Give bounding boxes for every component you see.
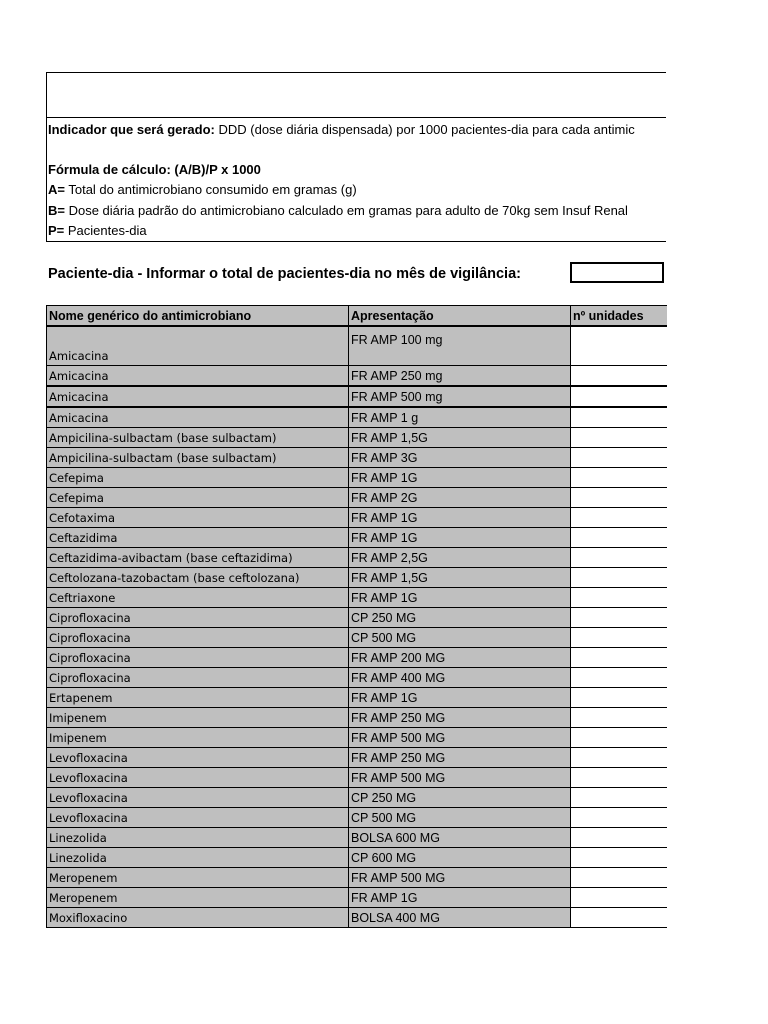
units-input-cell[interactable] — [571, 868, 667, 888]
formula-divider — [46, 241, 666, 242]
table-row — [47, 888, 667, 908]
table-row — [47, 448, 667, 468]
table-row — [47, 528, 667, 548]
formula-p-line — [48, 222, 666, 240]
table-row — [47, 488, 667, 508]
presentation-cell[interactable]: CP 500 MG — [349, 628, 571, 648]
presentation-cell[interactable]: FR AMP 250 MG — [349, 708, 571, 728]
antimicrobial-name-cell[interactable]: Amicacina — [47, 326, 349, 366]
table-row — [47, 428, 667, 448]
formula-a-label: A= — [48, 182, 65, 197]
antimicrobial-name-cell[interactable]: Ciprofloxacina — [47, 668, 349, 688]
antimicrobial-name-cell[interactable]: Ampicilina-sulbactam (base sulbactam) — [47, 428, 349, 448]
presentation-cell[interactable]: FR AMP 1G — [349, 588, 571, 608]
antimicrobial-name-cell[interactable]: Linezolida — [47, 828, 349, 848]
antimicrobial-name-cell[interactable]: Ceftazidima-avibactam (base ceftazidima) — [47, 548, 349, 568]
antimicrobial-table — [46, 305, 667, 928]
presentation-cell[interactable]: FR AMP 100 mg — [349, 326, 571, 366]
antimicrobial-name-cell[interactable]: Ceftriaxone — [47, 588, 349, 608]
units-input-cell[interactable] — [571, 508, 667, 528]
units-input-cell[interactable] — [571, 568, 667, 588]
antimicrobial-name-cell[interactable]: Imipenem — [47, 728, 349, 748]
patient-day-label: Paciente-dia - Informar o total de pacientes-dia no mês de vigilância: — [48, 266, 521, 282]
indicator-text: DDD (dose diária dispensada) por 1000 pacientes-dia para cada antimic — [214, 122, 635, 137]
presentation-cell[interactable]: FR AMP 1,5G — [349, 428, 571, 448]
antimicrobial-name-cell[interactable]: Meropenem — [47, 888, 349, 908]
antimicrobial-name-cell[interactable]: Amicacina — [47, 366, 349, 387]
antimicrobial-name-cell[interactable]: Cefepima — [47, 488, 349, 508]
units-input-cell[interactable] — [571, 888, 667, 908]
antimicrobial-name-cell[interactable]: Imipenem — [47, 708, 349, 728]
title-divider — [46, 117, 666, 118]
indicator-line — [48, 121, 666, 139]
table-body — [47, 326, 667, 928]
units-input-cell[interactable] — [571, 848, 667, 868]
antimicrobial-name-cell[interactable]: Ampicilina-sulbactam (base sulbactam) — [47, 448, 349, 468]
antimicrobial-name-cell[interactable]: Amicacina — [47, 386, 349, 407]
presentation-cell[interactable]: FR AMP 400 MG — [349, 668, 571, 688]
antimicrobial-name-cell[interactable]: Ceftolozana-tazobactam (base ceftolozana) — [47, 568, 349, 588]
antimicrobial-name-cell[interactable]: Cefotaxima — [47, 508, 349, 528]
table-row — [47, 908, 667, 928]
units-input-cell[interactable] — [571, 788, 667, 808]
formula-a-text: Total do antimicrobiano consumido em gramas (g) — [64, 182, 357, 197]
formula-b-text: Dose diária padrão do antimicrobiano calculado em gramas para adulto de 70kg sem Insuf Renal — [64, 203, 628, 218]
formula-a-line — [48, 181, 666, 199]
presentation-cell[interactable]: FR AMP 1G — [349, 528, 571, 548]
units-input-cell[interactable] — [571, 748, 667, 768]
presentation-cell[interactable]: FR AMP 1,5G — [349, 568, 571, 588]
antimicrobial-name-cell[interactable]: Levofloxacina — [47, 788, 349, 808]
units-input-cell[interactable] — [571, 728, 667, 748]
table-row — [47, 828, 667, 848]
formula-line: Fórmula de cálculo: (A/B)/P x 1000 — [48, 162, 261, 177]
presentation-cell[interactable]: FR AMP 500 MG — [349, 728, 571, 748]
table-row — [47, 326, 667, 366]
antimicrobial-name-cell[interactable]: Ceftazidima — [47, 528, 349, 548]
table-row — [47, 366, 667, 387]
units-input-cell[interactable] — [571, 808, 667, 828]
presentation-cell[interactable]: FR AMP 250 MG — [349, 748, 571, 768]
units-input-cell[interactable] — [571, 668, 667, 688]
column-header-units: nº unidades — [571, 306, 667, 327]
antimicrobial-name-cell[interactable]: Cefepima — [47, 468, 349, 488]
table-row — [47, 768, 667, 788]
presentation-cell[interactable]: FR AMP 1G — [349, 688, 571, 708]
units-input-cell[interactable] — [571, 326, 667, 366]
units-input-cell[interactable] — [571, 386, 667, 407]
top-border — [46, 72, 666, 73]
units-input-cell[interactable] — [571, 648, 667, 668]
formula-p-label: P= — [48, 223, 65, 238]
antimicrobial-name-cell[interactable]: Linezolida — [47, 848, 349, 868]
table-row — [47, 708, 667, 728]
presentation-cell[interactable]: FR AMP 500 MG — [349, 868, 571, 888]
units-input-cell[interactable] — [571, 548, 667, 568]
table-row — [47, 668, 667, 688]
presentation-cell[interactable]: FR AMP 1G — [349, 468, 571, 488]
presentation-cell[interactable]: FR AMP 2G — [349, 488, 571, 508]
table-row — [47, 808, 667, 828]
table-row — [47, 468, 667, 488]
presentation-cell[interactable]: BOLSA 400 MG — [349, 908, 571, 928]
table-row — [47, 588, 667, 608]
units-input-cell[interactable] — [571, 528, 667, 548]
antimicrobial-name-cell[interactable]: Ertapenem — [47, 688, 349, 708]
units-input-cell[interactable] — [571, 828, 667, 848]
units-input-cell[interactable] — [571, 688, 667, 708]
table-row — [47, 628, 667, 648]
table-row — [47, 728, 667, 748]
table-row — [47, 748, 667, 768]
presentation-cell[interactable]: FR AMP 500 mg — [349, 386, 571, 407]
presentation-cell[interactable]: BOLSA 600 MG — [349, 828, 571, 848]
units-input-cell[interactable] — [571, 708, 667, 728]
units-input-cell[interactable] — [571, 768, 667, 788]
units-input-cell[interactable] — [571, 448, 667, 468]
table-row — [47, 386, 667, 407]
column-header-presentation: Apresentação — [349, 306, 571, 327]
units-input-cell[interactable] — [571, 908, 667, 928]
formula-b-label: B= — [48, 203, 65, 218]
antimicrobial-name-cell[interactable]: Ciprofloxacina — [47, 628, 349, 648]
antimicrobial-name-cell[interactable]: Ciprofloxacina — [47, 608, 349, 628]
table-row — [47, 868, 667, 888]
table-header-row — [47, 306, 667, 327]
presentation-cell[interactable]: FR AMP 250 mg — [349, 366, 571, 387]
presentation-cell[interactable]: CP 250 MG — [349, 608, 571, 628]
presentation-cell[interactable]: FR AMP 3G — [349, 448, 571, 468]
presentation-cell[interactable]: FR AMP 200 MG — [349, 648, 571, 668]
antimicrobial-name-cell[interactable]: Levofloxacina — [47, 748, 349, 768]
antimicrobial-name-cell[interactable]: Amicacina — [47, 407, 349, 428]
units-input-cell[interactable] — [571, 468, 667, 488]
antimicrobial-name-cell[interactable]: Meropenem — [47, 868, 349, 888]
left-border — [46, 72, 47, 242]
presentation-cell[interactable]: CP 250 MG — [349, 788, 571, 808]
units-input-cell[interactable] — [571, 428, 667, 448]
presentation-cell[interactable]: FR AMP 2,5G — [349, 548, 571, 568]
table-row — [47, 407, 667, 428]
presentation-cell[interactable]: CP 500 MG — [349, 808, 571, 828]
units-input-cell[interactable] — [571, 407, 667, 428]
presentation-cell[interactable]: FR AMP 500 MG — [349, 768, 571, 788]
table-row — [47, 848, 667, 868]
units-input-cell[interactable] — [571, 628, 667, 648]
indicator-label: Indicador que será gerado: — [48, 122, 215, 137]
formula-p-text: Pacientes-dia — [64, 223, 147, 238]
units-input-cell[interactable] — [571, 366, 667, 387]
table-row — [47, 648, 667, 668]
antimicrobial-name-cell[interactable]: Ciprofloxacina — [47, 648, 349, 668]
presentation-cell[interactable]: FR AMP 1G — [349, 508, 571, 528]
antimicrobial-name-cell[interactable]: Levofloxacina — [47, 768, 349, 788]
table-row — [47, 548, 667, 568]
presentation-cell[interactable]: CP 600 MG — [349, 848, 571, 868]
units-input-cell[interactable] — [571, 488, 667, 508]
table-row — [47, 508, 667, 528]
table-row — [47, 608, 667, 628]
table-row — [47, 788, 667, 808]
presentation-cell[interactable]: FR AMP 1G — [349, 888, 571, 908]
column-header-name: Nome genérico do antimicrobiano — [47, 306, 349, 327]
units-input-cell[interactable] — [571, 608, 667, 628]
units-input-cell[interactable] — [571, 588, 667, 608]
patient-day-input[interactable] — [570, 262, 664, 283]
presentation-cell[interactable]: FR AMP 1 g — [349, 407, 571, 428]
antimicrobial-name-cell[interactable]: Levofloxacina — [47, 808, 349, 828]
formula-b-line — [48, 202, 666, 220]
antimicrobial-name-cell[interactable]: Moxifloxacino — [47, 908, 349, 928]
table-row — [47, 568, 667, 588]
table-row — [47, 688, 667, 708]
